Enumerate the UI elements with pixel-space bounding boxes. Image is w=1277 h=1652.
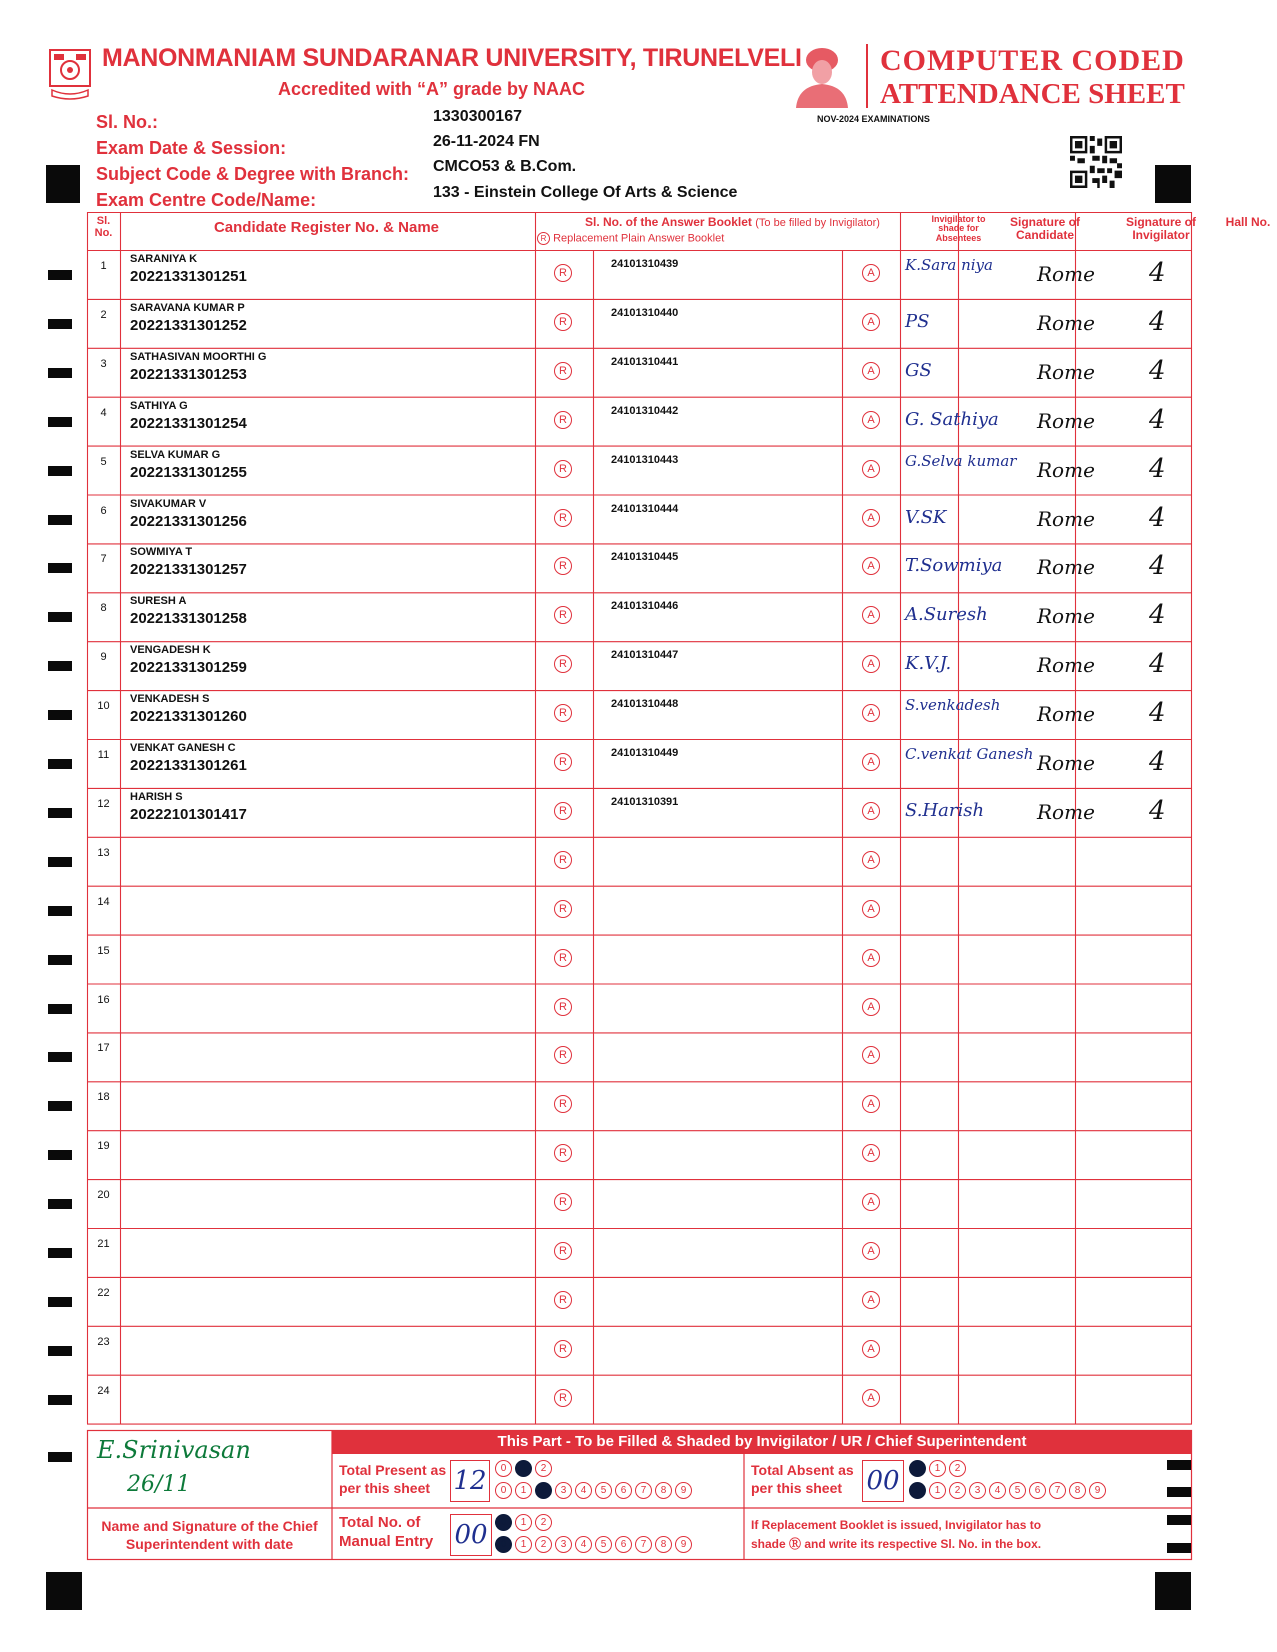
timing-mark (48, 710, 72, 720)
row-sl-no: 8 (100, 602, 107, 615)
sheet-title-1: COMPUTER CODED (880, 44, 1185, 77)
sl-no-label: Sl. No.: (96, 112, 158, 132)
absent-bubble[interactable]: A (862, 1242, 880, 1260)
digit-bubble[interactable]: 1 (515, 1482, 532, 1499)
replacement-bubble[interactable]: R (554, 264, 572, 282)
total-present-label: Total Present as per this sheet (339, 1462, 447, 1496)
replacement-bubble[interactable]: R (554, 753, 572, 771)
digit-bubble[interactable]: 4 (989, 1482, 1006, 1499)
table-row (87, 348, 1192, 397)
absent-bubble[interactable]: A (862, 704, 880, 722)
chief-date: 26/11 (127, 1472, 191, 1497)
replacement-bubble[interactable]: R (554, 655, 572, 673)
hall-number: 4 (1149, 600, 1166, 631)
register-number: 20221331301255 (130, 463, 247, 481)
university-name: MANONMANIAM SUNDARANAR UNIVERSITY, TIRUNELVELI (102, 44, 802, 72)
replacement-bubble[interactable]: R (554, 704, 572, 722)
exam-label: NOV-2024 EXAMINATIONS (817, 114, 930, 124)
table-row (87, 1326, 1192, 1375)
candidate-name: VENGADESH K (130, 644, 211, 657)
candidate-signature: A.Suresh (905, 604, 988, 626)
timing-mark (48, 1395, 72, 1405)
digit-bubble[interactable]: 2 (535, 1460, 552, 1477)
candidate-signature: S.Harish (905, 799, 985, 821)
booklet-number: 24101310440 (611, 306, 679, 319)
absent-bubble[interactable]: A (862, 460, 880, 478)
candidate-signature: GS (905, 359, 932, 381)
timing-mark (48, 759, 72, 769)
manual-ones-bubbles (495, 1536, 695, 1554)
absent-tens-bubbles (909, 1460, 969, 1478)
absent-bubble[interactable]: A (862, 851, 880, 869)
row-sl-no: 17 (97, 1042, 110, 1055)
hall-number: 4 (1149, 453, 1166, 484)
timing-mark (48, 563, 72, 573)
candidate-name: SARANIYA K (130, 253, 198, 265)
digit-bubble[interactable]: 0 (909, 1482, 926, 1499)
timing-mark (48, 270, 72, 280)
centre-label: Exam Centre Code/Name: (96, 190, 317, 210)
table-row (87, 1277, 1192, 1326)
row-sl-no: 13 (97, 846, 110, 859)
table-row (87, 543, 1192, 592)
register-number: 20221331301252 (130, 316, 247, 334)
digit-bubble[interactable]: 5 (595, 1536, 612, 1553)
total-present-value: 12 (450, 1460, 490, 1502)
timing-mark (48, 1346, 72, 1356)
replacement-bubble[interactable]: R (554, 362, 572, 380)
sheet-title-2: ATTENDANCE SHEET (880, 78, 1185, 110)
timing-mark (48, 319, 72, 329)
absent-bubble[interactable]: A (862, 1144, 880, 1162)
digit-bubble[interactable]: 6 (615, 1536, 632, 1553)
row-sl-no: 14 (97, 895, 110, 908)
row-sl-no: 21 (97, 1238, 110, 1250)
booklet-number: 24101310441 (611, 355, 679, 368)
digit-bubble[interactable]: 3 (555, 1536, 572, 1553)
chief-label: Name and Signature of the Chief Superintendent with date (101, 1518, 318, 1552)
university-logo (46, 48, 94, 102)
timing-mark (48, 1452, 72, 1462)
candidate-name: SARAVANA KUMAR P (130, 301, 245, 314)
total-absent-value: 00 (862, 1460, 904, 1502)
table-row (87, 592, 1192, 641)
hall-number: 4 (1149, 404, 1166, 435)
row-sl-no: 6 (100, 504, 107, 517)
timing-mark (48, 417, 72, 427)
timing-mark (48, 1004, 72, 1014)
digit-bubble[interactable]: 9 (675, 1482, 692, 1499)
row-sl-no: 20 (97, 1189, 110, 1202)
absent-bubble[interactable]: A (862, 313, 880, 331)
present-ones-bubbles (495, 1482, 695, 1500)
row-sl-no: 12 (97, 797, 110, 810)
timing-mark (1167, 1487, 1191, 1497)
exam-date-label: Exam Date & Session: (96, 138, 287, 158)
row-sl-no: 15 (97, 944, 110, 957)
candidate-name: VENKAT GANESH C (130, 742, 236, 754)
replacement-bubble[interactable]: R (554, 802, 572, 820)
row-sl-no: 19 (97, 1140, 110, 1153)
row-sl-no: 10 (97, 700, 110, 713)
candidate-name: HARISH S (130, 790, 183, 803)
candidate-signature: K.V.J. (905, 653, 952, 675)
replacement-bubble[interactable]: R (554, 411, 572, 429)
digit-bubble[interactable]: 0 (495, 1536, 512, 1553)
replacement-bubble[interactable]: R (554, 509, 572, 527)
timing-mark (48, 857, 72, 867)
centre-value: 133 - Einstein College Of Arts & Science (433, 184, 738, 201)
timing-mark (1167, 1543, 1191, 1553)
table-row (87, 984, 1192, 1033)
register-number: 20221331301256 (130, 512, 247, 530)
timing-mark (48, 955, 72, 965)
digit-bubble[interactable]: 0 (909, 1460, 926, 1477)
invigilator-signature: Rome (1037, 604, 1095, 629)
replacement-bubble[interactable]: R (554, 1144, 572, 1162)
replacement-bubble[interactable]: R (554, 1046, 572, 1064)
replacement-bubble[interactable]: R (554, 1095, 572, 1113)
row-sl-no: 16 (97, 993, 110, 1006)
row-sl-no: 1 (100, 260, 107, 272)
table-row (87, 837, 1192, 886)
digit-bubble[interactable]: 8 (1069, 1482, 1086, 1499)
row-sl-no: 7 (100, 553, 107, 566)
hall-number: 4 (1149, 795, 1166, 826)
digit-bubble[interactable]: 7 (635, 1536, 652, 1553)
digit-bubble[interactable]: 1 (515, 1514, 532, 1531)
absent-bubble[interactable]: A (862, 802, 880, 820)
row-sl-no: 22 (97, 1286, 110, 1299)
replacement-bubble[interactable]: R (554, 460, 572, 478)
digit-bubble[interactable]: 1 (929, 1482, 946, 1499)
replacement-bubble[interactable]: R (554, 1340, 572, 1358)
digit-bubble[interactable]: 4 (575, 1482, 592, 1499)
register-number: 20221331301251 (130, 268, 247, 285)
table-row (87, 397, 1192, 446)
header-booklet-sub-text: Replacement Plain Answer Booklet (553, 232, 725, 245)
exam-date-value: 26-11-2024 FN (433, 133, 540, 150)
invigilator-signature: Rome (1037, 457, 1095, 482)
digit-bubble[interactable]: 2 (535, 1482, 552, 1499)
replacement-icon: R (537, 232, 550, 245)
timing-mark (48, 808, 72, 818)
booklet-number: 24101310445 (611, 551, 679, 564)
candidate-signature: V.SK (905, 506, 947, 528)
alignment-mark-bl (46, 1572, 82, 1610)
absent-bubble[interactable]: A (862, 606, 880, 624)
table-row (87, 1081, 1192, 1130)
booklet-number: 24101310442 (611, 404, 679, 417)
candidate-signature: G.Selva kumar (905, 451, 1017, 470)
timing-mark (1167, 1460, 1191, 1470)
register-number: 20221331301257 (130, 561, 247, 579)
alignment-mark-tr (1155, 165, 1191, 203)
manual-entry-label: Total No. of Manual Entry (339, 1514, 434, 1550)
digit-bubble[interactable]: 7 (1049, 1482, 1066, 1499)
candidate-signature: K.Sara niya (905, 256, 993, 274)
absent-bubble[interactable]: A (862, 1340, 880, 1358)
timing-mark (48, 661, 72, 671)
booklet-number: 24101310444 (611, 502, 679, 515)
replacement-bubble[interactable]: R (554, 1389, 572, 1407)
qr-code-icon (1070, 136, 1122, 188)
absent-bubble[interactable]: A (862, 1389, 880, 1407)
booklet-number: 24101310447 (611, 649, 679, 662)
replacement-bubble[interactable]: R (554, 1242, 572, 1260)
timing-mark (48, 368, 72, 378)
header-sig-candidate: Signature of Candidate (1009, 215, 1080, 242)
chief-signature: E.Srinivasan (97, 1436, 251, 1464)
table-row (87, 1228, 1192, 1277)
hall-number: 4 (1149, 747, 1166, 777)
subject-label: Subject Code & Degree with Branch: (96, 164, 410, 184)
timing-mark (48, 1101, 72, 1111)
replacement-note: If Replacement Booklet is issued, Invigilator has to shade Ⓡ and write its respective Sl. No. in the box. (751, 1518, 1042, 1551)
candidate-signature: T.Sowmiya (905, 555, 1003, 577)
hall-number: 4 (1149, 355, 1166, 386)
replacement-bubble[interactable]: R (554, 606, 572, 624)
row-sl-no: 2 (100, 308, 107, 321)
candidate-signature: PS (905, 310, 930, 332)
absent-bubble[interactable]: A (862, 949, 880, 967)
digit-bubble[interactable]: 8 (655, 1482, 672, 1499)
absent-bubble[interactable]: A (862, 1046, 880, 1064)
booklet-number: 24101310439 (611, 258, 679, 270)
absent-bubble[interactable]: A (862, 1095, 880, 1113)
replacement-bubble[interactable]: R (554, 900, 572, 918)
table-row (87, 739, 1192, 788)
founder-portrait (790, 42, 854, 108)
digit-bubble[interactable]: 2 (535, 1536, 552, 1553)
absent-bubble[interactable]: A (862, 1291, 880, 1309)
replacement-bubble[interactable]: R (554, 949, 572, 967)
replacement-bubble[interactable]: R (554, 998, 572, 1016)
header-booklet-sub (537, 232, 927, 245)
register-number: 20221331301253 (130, 365, 247, 383)
invigilator-signature: Rome (1037, 702, 1095, 727)
digit-bubble[interactable]: 6 (615, 1482, 632, 1499)
row-sl-no: 24 (97, 1384, 110, 1397)
candidate-signature: G. Sathiya (905, 408, 999, 430)
table-row (87, 446, 1192, 495)
timing-mark (48, 1297, 72, 1307)
timing-mark (48, 1052, 72, 1062)
row-sl-no: 18 (97, 1091, 110, 1104)
table-row (87, 935, 1192, 984)
candidate-name: SELVA KUMAR G (130, 448, 221, 461)
manual-entry-value: 00 (450, 1514, 492, 1556)
candidate-name: SOWMIYA T (130, 546, 193, 559)
invigilator-signature: Rome (1037, 653, 1095, 678)
booklet-number: 24101310443 (611, 453, 679, 466)
digit-bubble[interactable]: 0 (495, 1482, 512, 1499)
digit-bubble[interactable]: 1 (515, 1536, 532, 1553)
manual-tens-bubbles (495, 1514, 555, 1532)
header-divider (866, 44, 868, 108)
candidate-signature: S.venkadesh (905, 696, 1001, 715)
invigilator-signature: Rome (1037, 408, 1095, 433)
digit-bubble[interactable]: 4 (575, 1536, 592, 1553)
absent-bubble[interactable]: A (862, 264, 880, 282)
digit-bubble[interactable]: 5 (1009, 1482, 1026, 1499)
digit-bubble[interactable]: 1 (515, 1460, 532, 1477)
absent-ones-bubbles (909, 1482, 1109, 1500)
table-row (87, 250, 1192, 299)
header-booklet (535, 216, 930, 230)
header-candidate: Candidate Register No. & Name (213, 219, 440, 236)
header-booklet-title: Sl. No. of the Answer Booklet (585, 215, 752, 229)
digit-bubble[interactable]: 0 (495, 1460, 512, 1477)
hall-number: 4 (1149, 698, 1166, 729)
digit-bubble[interactable]: 5 (595, 1482, 612, 1499)
table-row (87, 641, 1192, 690)
invigilator-signature: Rome (1037, 751, 1095, 775)
candidate-signature: C.venkat Ganesh (905, 745, 1034, 763)
hall-number: 4 (1149, 502, 1166, 533)
absent-bubble[interactable]: A (862, 900, 880, 918)
candidate-name: SATHIYA G (130, 399, 188, 412)
candidate-name: SURESH A (130, 595, 187, 608)
register-number: 20221331301259 (130, 659, 247, 677)
table-row (87, 495, 1192, 544)
register-number: 20221331301260 (130, 708, 247, 726)
digit-bubble[interactable]: 2 (949, 1460, 966, 1477)
digit-bubble[interactable]: 1 (929, 1460, 946, 1477)
absent-bubble[interactable]: A (862, 753, 880, 771)
timing-mark (48, 466, 72, 476)
header-booklet-note: (To be filled by Invigilator) (755, 217, 880, 229)
row-sl-no: 23 (97, 1335, 110, 1348)
table-row (87, 690, 1192, 739)
absent-bubble[interactable]: A (862, 998, 880, 1016)
alignment-mark-tl (46, 165, 80, 203)
replacement-bubble[interactable]: R (554, 851, 572, 869)
present-tens-bubbles (495, 1460, 555, 1478)
digit-bubble[interactable]: 9 (675, 1536, 692, 1553)
timing-mark (1167, 1515, 1191, 1525)
invigilator-signature: Rome (1037, 799, 1095, 824)
booklet-number: 24101310449 (611, 747, 679, 759)
register-number: 20221331301261 (130, 757, 247, 774)
digit-bubble[interactable]: 9 (1089, 1482, 1106, 1499)
timing-mark (48, 515, 72, 525)
replacement-bubble[interactable]: R (554, 1193, 572, 1211)
hall-number: 4 (1149, 649, 1166, 680)
table-row (87, 788, 1192, 837)
digit-bubble[interactable]: 8 (655, 1536, 672, 1553)
header-hall: Hall No. (1225, 215, 1271, 229)
row-sl-no: 3 (100, 357, 107, 370)
digit-bubble[interactable]: 6 (1029, 1482, 1046, 1499)
register-number: 20222101301417 (130, 805, 247, 823)
total-absent-label: Total Absent as per this sheet (751, 1462, 854, 1496)
digit-bubble[interactable]: 3 (969, 1482, 986, 1499)
table-row (87, 1375, 1192, 1424)
timing-mark (48, 906, 72, 916)
table-row (87, 1179, 1192, 1228)
table-row (87, 299, 1192, 348)
invigilator-signature: Rome (1037, 506, 1095, 531)
absent-bubble[interactable]: A (862, 557, 880, 575)
booklet-number: 24101310446 (611, 600, 679, 613)
summary-banner: This Part - To be Filled & Shaded by Invigilator / UR / Chief Superintendent (497, 1433, 1027, 1450)
row-sl-no: 11 (97, 749, 110, 761)
digit-bubble[interactable]: 7 (635, 1482, 652, 1499)
booklet-number: 24101310391 (611, 795, 679, 808)
digit-bubble[interactable]: 0 (495, 1514, 512, 1531)
digit-bubble[interactable]: 2 (535, 1514, 552, 1531)
hall-number: 4 (1149, 258, 1166, 288)
alignment-mark-br (1155, 1572, 1191, 1610)
replacement-bubble[interactable]: R (554, 313, 572, 331)
register-number: 20221331301258 (130, 610, 247, 628)
accreditation: Accredited with “A” grade by NAAC (278, 79, 586, 99)
booklet-number: 24101310448 (611, 698, 679, 711)
table-row (87, 1032, 1192, 1081)
candidate-name: VENKADESH S (130, 693, 210, 706)
digit-bubble[interactable]: 2 (949, 1482, 966, 1499)
register-number: 20221331301254 (130, 414, 247, 432)
invigilator-signature: Rome (1037, 310, 1095, 335)
invigilator-signature: Rome (1037, 359, 1095, 384)
timing-mark (48, 612, 72, 622)
absent-bubble[interactable]: A (862, 411, 880, 429)
header-invigilator-shade: Invigilator to shade for Absentees (931, 214, 986, 243)
sl-no-value: 1330300167 (433, 108, 522, 125)
absent-bubble[interactable]: A (862, 362, 880, 380)
candidate-name: SATHASIVAN MOORTHI G (130, 350, 267, 363)
timing-mark (48, 1248, 72, 1258)
hall-number: 4 (1149, 306, 1166, 337)
absent-bubble[interactable]: A (862, 655, 880, 673)
row-sl-no: 9 (100, 651, 107, 664)
summary-section (87, 1430, 1192, 1560)
subject-value: CMCO53 & B.Com. (433, 158, 577, 175)
candidate-name: SIVAKUMAR V (130, 497, 207, 510)
header-sig-invigilator: Signature of Invigilator (1125, 215, 1196, 242)
row-sl-no: 5 (100, 455, 107, 468)
absent-bubble[interactable]: A (862, 509, 880, 527)
row-sl-no: 4 (100, 406, 107, 419)
timing-mark (48, 1150, 72, 1160)
digit-bubble[interactable]: 3 (555, 1482, 572, 1499)
absent-bubble[interactable]: A (862, 1193, 880, 1211)
replacement-bubble[interactable]: R (554, 1291, 572, 1309)
attendance-table (87, 212, 1271, 1425)
header-sl: Sl. No. (94, 215, 113, 239)
invigilator-signature: Rome (1037, 262, 1095, 286)
replacement-bubble[interactable]: R (554, 557, 572, 575)
timing-mark (48, 1199, 72, 1209)
table-row (87, 886, 1192, 935)
hall-number: 4 (1149, 551, 1166, 582)
invigilator-signature: Rome (1037, 555, 1095, 580)
table-row (87, 1130, 1192, 1179)
